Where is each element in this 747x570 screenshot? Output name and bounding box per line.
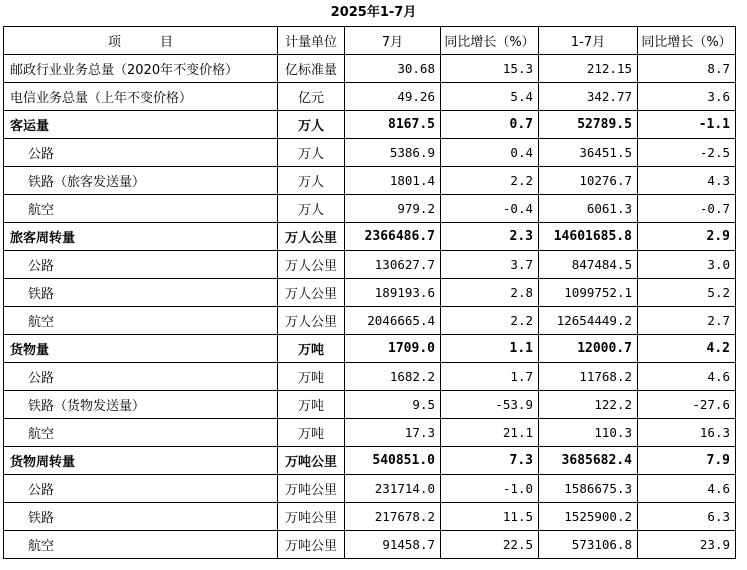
- row-ytd-yoy: 2.9: [638, 223, 736, 251]
- row-month-value: 91458.7: [345, 531, 441, 559]
- table-row: [4, 475, 736, 503]
- row-ytd-value: 12000.7: [539, 335, 638, 363]
- row-ytd-yoy: 3.6: [638, 83, 736, 111]
- row-unit: 万人: [278, 167, 345, 195]
- row-unit: 万吨公里: [278, 475, 345, 503]
- row-month-yoy: 2.8: [441, 279, 539, 307]
- row-month-value: 1682.2: [345, 363, 441, 391]
- row-month-value: 2046665.4: [345, 307, 441, 335]
- table-title: 2025年1-7月: [330, 5, 417, 20]
- row-month-value: 1709.0: [345, 335, 441, 363]
- row-unit: 万人公里: [278, 307, 345, 335]
- row-month-value: 979.2: [345, 195, 441, 223]
- table-row: [4, 419, 736, 447]
- row-ytd-yoy: 2.7: [638, 307, 736, 335]
- row-month-yoy: 7.3: [441, 447, 539, 475]
- row-ytd-value: 1099752.1: [539, 279, 638, 307]
- row-item-label: 电信业务总量（上年不变价格）: [4, 83, 278, 111]
- row-unit: 万吨: [278, 335, 345, 363]
- row-unit: 亿元: [278, 83, 345, 111]
- row-ytd-value: 14601685.8: [539, 223, 638, 251]
- row-unit: 万吨公里: [278, 447, 345, 475]
- table-row: [4, 531, 736, 559]
- row-ytd-value: 122.2: [539, 391, 638, 419]
- table-body: [4, 55, 736, 559]
- row-item-label: 公路: [4, 251, 278, 279]
- row-unit: 万人公里: [278, 279, 345, 307]
- row-month-yoy: 0.7: [441, 111, 539, 139]
- row-unit: 万人: [278, 139, 345, 167]
- table-row: [4, 447, 736, 475]
- row-month-yoy: 15.3: [441, 55, 539, 83]
- table-row: [4, 307, 736, 335]
- row-unit: 万吨: [278, 419, 345, 447]
- row-month-yoy: 2.2: [441, 167, 539, 195]
- table-row: [4, 335, 736, 363]
- row-ytd-yoy: 4.6: [638, 363, 736, 391]
- row-ytd-value: 1525900.2: [539, 503, 638, 531]
- row-unit: 万吨: [278, 363, 345, 391]
- row-ytd-value: 573106.8: [539, 531, 638, 559]
- row-month-value: 1801.4: [345, 167, 441, 195]
- row-ytd-yoy: 6.3: [638, 503, 736, 531]
- row-month-value: 540851.0: [345, 447, 441, 475]
- row-month-value: 5386.9: [345, 139, 441, 167]
- table-row: [4, 83, 736, 111]
- row-ytd-yoy: 16.3: [638, 419, 736, 447]
- row-ytd-yoy: 23.9: [638, 531, 736, 559]
- row-unit: 万人: [278, 111, 345, 139]
- row-ytd-value: 52789.5: [539, 111, 638, 139]
- table-row: [4, 167, 736, 195]
- header-month-yoy: 同比增长（%）: [441, 27, 539, 55]
- table-row: [4, 279, 736, 307]
- statistics-table: [3, 26, 736, 559]
- header-month-value: 7月: [345, 27, 441, 55]
- row-month-value: 30.68: [345, 55, 441, 83]
- row-ytd-value: 212.15: [539, 55, 638, 83]
- header-item: 项 目: [4, 27, 278, 55]
- row-month-yoy: -1.0: [441, 475, 539, 503]
- row-item-label: 公路: [4, 139, 278, 167]
- row-ytd-yoy: 4.2: [638, 335, 736, 363]
- row-item-label: 公路: [4, 475, 278, 503]
- row-month-value: 9.5: [345, 391, 441, 419]
- row-ytd-value: 10276.7: [539, 167, 638, 195]
- row-ytd-yoy: 5.2: [638, 279, 736, 307]
- row-ytd-value: 11768.2: [539, 363, 638, 391]
- row-ytd-yoy: 3.0: [638, 251, 736, 279]
- row-unit: 万人公里: [278, 223, 345, 251]
- row-ytd-yoy: 7.9: [638, 447, 736, 475]
- row-ytd-value: 847484.5: [539, 251, 638, 279]
- row-ytd-yoy: 4.3: [638, 167, 736, 195]
- row-unit: 亿标准量: [278, 55, 345, 83]
- row-item-label: 货物周转量: [4, 447, 278, 475]
- row-month-yoy: 21.1: [441, 419, 539, 447]
- table-row: [4, 55, 736, 83]
- row-month-yoy: 5.4: [441, 83, 539, 111]
- row-ytd-value: 6061.3: [539, 195, 638, 223]
- row-month-value: 217678.2: [345, 503, 441, 531]
- row-ytd-yoy: -0.7: [638, 195, 736, 223]
- row-ytd-yoy: -2.5: [638, 139, 736, 167]
- table-row: [4, 363, 736, 391]
- table-row: [4, 111, 736, 139]
- row-item-label: 铁路（货物发送量）: [4, 391, 278, 419]
- row-item-label: 航空: [4, 531, 278, 559]
- row-ytd-value: 36451.5: [539, 139, 638, 167]
- row-month-yoy: 11.5: [441, 503, 539, 531]
- row-item-label: 客运量: [4, 111, 278, 139]
- row-month-yoy: 2.2: [441, 307, 539, 335]
- row-month-yoy: -53.9: [441, 391, 539, 419]
- row-item-label: 旅客周转量: [4, 223, 278, 251]
- row-unit: 万人公里: [278, 251, 345, 279]
- table-row: [4, 391, 736, 419]
- row-ytd-value: 3685682.4: [539, 447, 638, 475]
- row-item-label: 铁路: [4, 279, 278, 307]
- row-month-value: 189193.6: [345, 279, 441, 307]
- row-ytd-value: 12654449.2: [539, 307, 638, 335]
- row-ytd-yoy: -1.1: [638, 111, 736, 139]
- row-unit: 万吨公里: [278, 531, 345, 559]
- row-month-value: 2366486.7: [345, 223, 441, 251]
- table-row: [4, 195, 736, 223]
- row-month-value: 49.26: [345, 83, 441, 111]
- table-row: [4, 223, 736, 251]
- header-ytd-value: 1-7月: [539, 27, 638, 55]
- row-item-label: 航空: [4, 307, 278, 335]
- header-unit: 计量单位: [278, 27, 345, 55]
- row-ytd-yoy: 4.6: [638, 475, 736, 503]
- header-ytd-yoy: 同比增长（%）: [638, 27, 736, 55]
- row-ytd-value: 342.77: [539, 83, 638, 111]
- row-unit: 万人: [278, 195, 345, 223]
- row-month-yoy: 1.7: [441, 363, 539, 391]
- row-ytd-yoy: 8.7: [638, 55, 736, 83]
- row-unit: 万吨公里: [278, 503, 345, 531]
- table-row: [4, 503, 736, 531]
- row-month-yoy: 0.4: [441, 139, 539, 167]
- row-ytd-value: 110.3: [539, 419, 638, 447]
- row-month-yoy: 22.5: [441, 531, 539, 559]
- row-item-label: 航空: [4, 419, 278, 447]
- row-month-yoy: -0.4: [441, 195, 539, 223]
- row-item-label: 邮政行业业务总量（2020年不变价格）: [4, 55, 278, 83]
- table-row: [4, 251, 736, 279]
- header-row: [4, 27, 736, 55]
- row-unit: 万吨: [278, 391, 345, 419]
- row-item-label: 铁路: [4, 503, 278, 531]
- row-month-yoy: 2.3: [441, 223, 539, 251]
- row-month-value: 17.3: [345, 419, 441, 447]
- row-month-value: 231714.0: [345, 475, 441, 503]
- row-month-yoy: 1.1: [441, 335, 539, 363]
- row-item-label: 铁路（旅客发送量）: [4, 167, 278, 195]
- row-item-label: 公路: [4, 363, 278, 391]
- row-item-label: 货物量: [4, 335, 278, 363]
- table-row: [4, 139, 736, 167]
- row-ytd-value: 1586675.3: [539, 475, 638, 503]
- row-item-label: 航空: [4, 195, 278, 223]
- row-month-value: 130627.7: [345, 251, 441, 279]
- row-month-value: 8167.5: [345, 111, 441, 139]
- row-ytd-yoy: -27.6: [638, 391, 736, 419]
- row-month-yoy: 3.7: [441, 251, 539, 279]
